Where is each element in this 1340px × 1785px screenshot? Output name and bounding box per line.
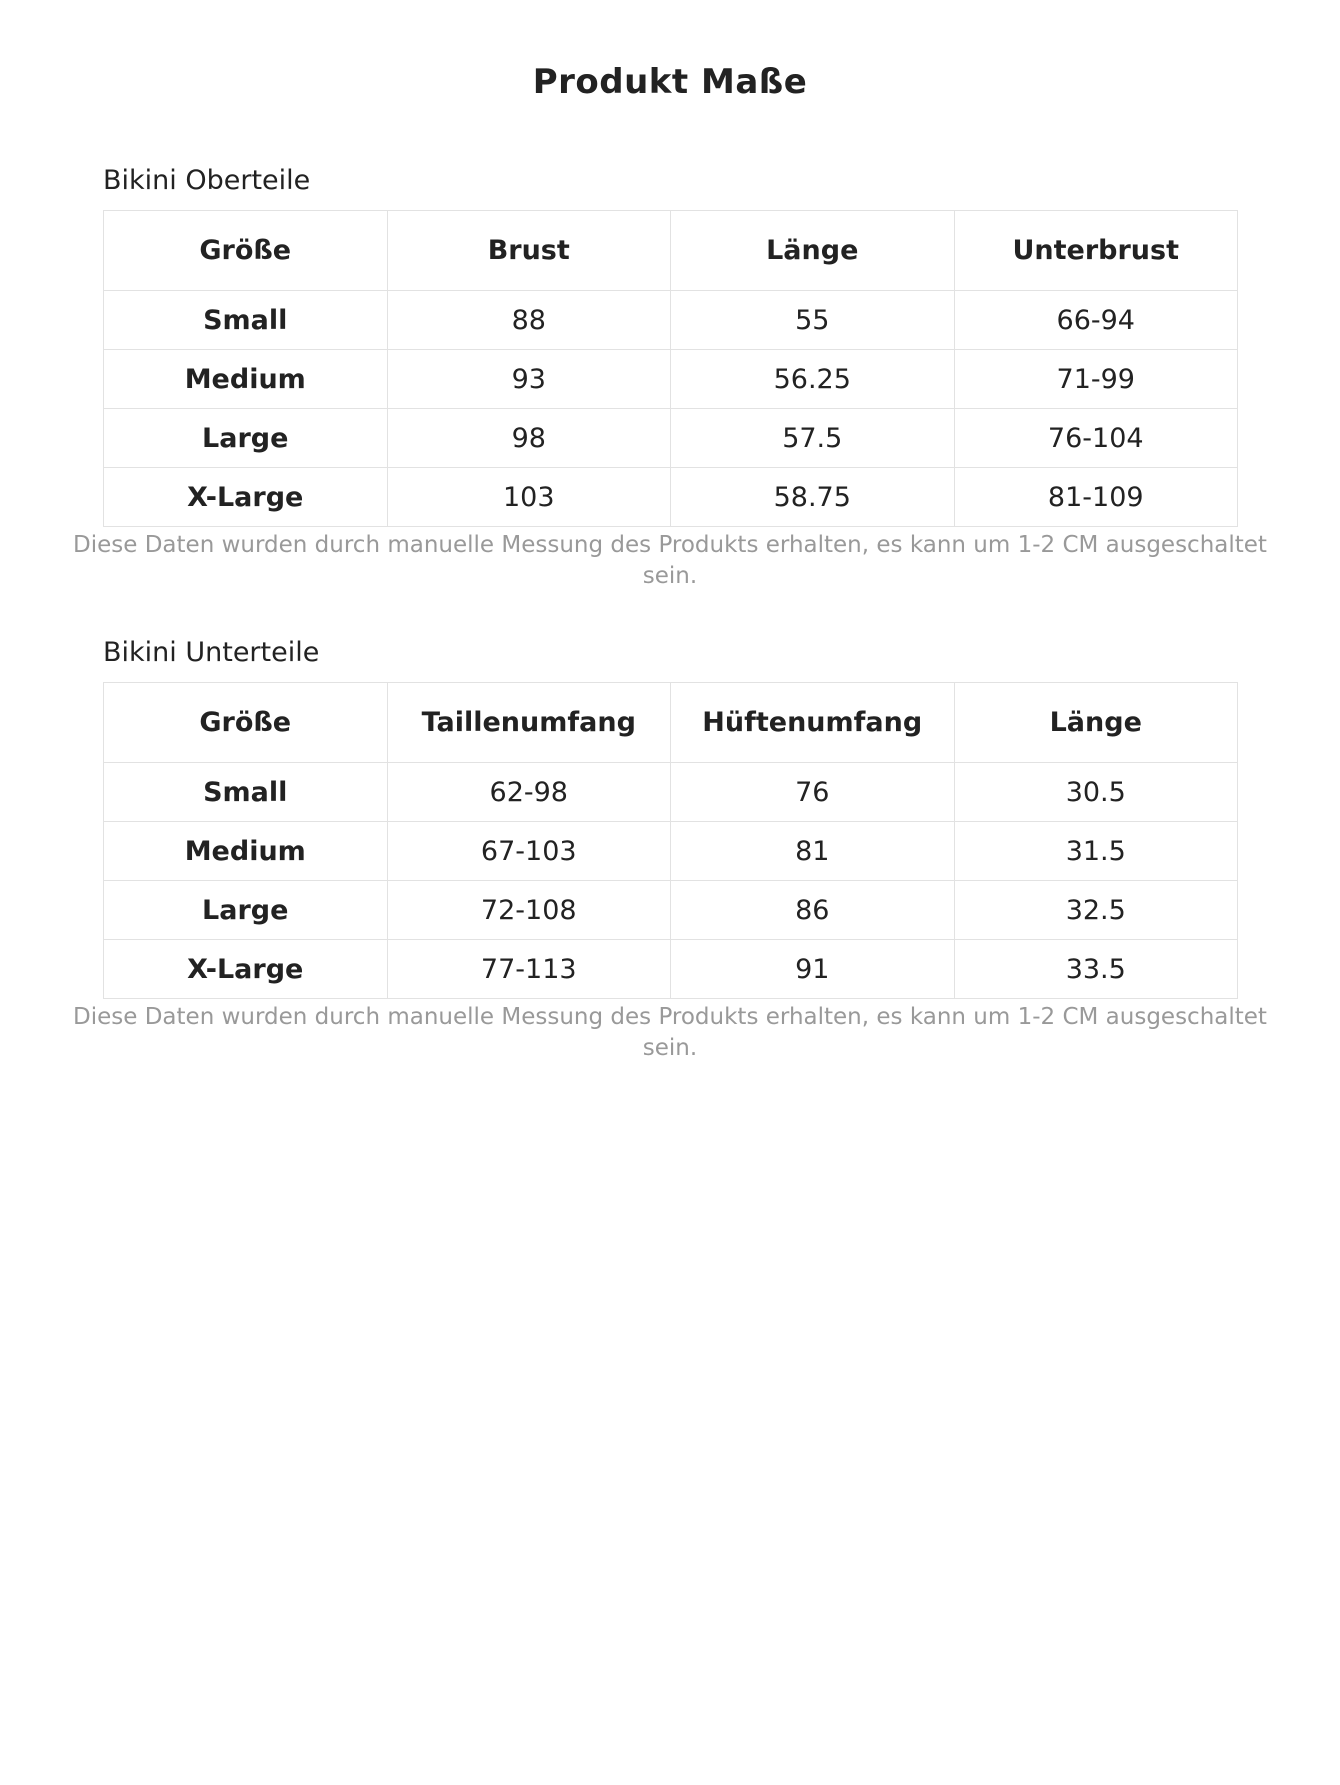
size-cell: X-Large — [104, 940, 388, 999]
value-cell: 30.5 — [954, 763, 1238, 822]
table-row — [104, 409, 1238, 468]
column-header-hip: Hüftenumfang — [671, 683, 955, 763]
value-cell: 67-103 — [387, 822, 671, 881]
table-row — [104, 350, 1238, 409]
value-cell: 66-94 — [954, 291, 1238, 350]
column-header-size: Größe — [104, 211, 388, 291]
tops-size-table — [103, 210, 1238, 527]
size-cell: Small — [104, 763, 388, 822]
size-cell: X-Large — [104, 468, 388, 527]
value-cell: 31.5 — [954, 822, 1238, 881]
value-cell: 76-104 — [954, 409, 1238, 468]
tops-section-title: Bikini Oberteile — [103, 165, 311, 196]
bottoms-section-title: Bikini Unterteile — [103, 637, 320, 668]
value-cell: 86 — [671, 881, 955, 940]
column-header-bust: Brust — [387, 211, 671, 291]
table-row — [104, 468, 1238, 527]
page-title: Produkt Maße — [532, 62, 808, 102]
column-header-length: Länge — [954, 683, 1238, 763]
value-cell: 32.5 — [954, 881, 1238, 940]
value-cell: 91 — [671, 940, 955, 999]
value-cell: 93 — [387, 350, 671, 409]
column-header-size: Größe — [104, 683, 388, 763]
table-header-row — [104, 683, 1238, 763]
measurement-note: Diese Daten wurden durch manuelle Messung des Produkts erhalten, es kann um 1-2 CM ausgeschaltet sein. — [73, 532, 1267, 589]
column-header-length: Länge — [671, 211, 955, 291]
value-cell: 81 — [671, 822, 955, 881]
table-row — [104, 822, 1238, 881]
table-row — [104, 940, 1238, 999]
value-cell: 76 — [671, 763, 955, 822]
table-header-row — [104, 211, 1238, 291]
size-cell: Medium — [104, 822, 388, 881]
table-row — [104, 881, 1238, 940]
value-cell: 77-113 — [387, 940, 671, 999]
column-header-waist: Taillenumfang — [387, 683, 671, 763]
value-cell: 58.75 — [671, 468, 955, 527]
value-cell: 57.5 — [671, 409, 955, 468]
value-cell: 33.5 — [954, 940, 1238, 999]
value-cell: 71-99 — [954, 350, 1238, 409]
size-cell: Large — [104, 409, 388, 468]
size-cell: Small — [104, 291, 388, 350]
bottoms-size-table — [103, 682, 1238, 999]
measurement-note: Diese Daten wurden durch manuelle Messung des Produkts erhalten, es kann um 1-2 CM ausgeschaltet sein. — [73, 1004, 1267, 1061]
value-cell: 103 — [387, 468, 671, 527]
value-cell: 62-98 — [387, 763, 671, 822]
value-cell: 81-109 — [954, 468, 1238, 527]
size-cell: Large — [104, 881, 388, 940]
value-cell: 72-108 — [387, 881, 671, 940]
value-cell: 55 — [671, 291, 955, 350]
size-cell: Medium — [104, 350, 388, 409]
value-cell: 88 — [387, 291, 671, 350]
table-row — [104, 291, 1238, 350]
table-row — [104, 763, 1238, 822]
value-cell: 56.25 — [671, 350, 955, 409]
column-header-underbust: Unterbrust — [954, 211, 1238, 291]
value-cell: 98 — [387, 409, 671, 468]
